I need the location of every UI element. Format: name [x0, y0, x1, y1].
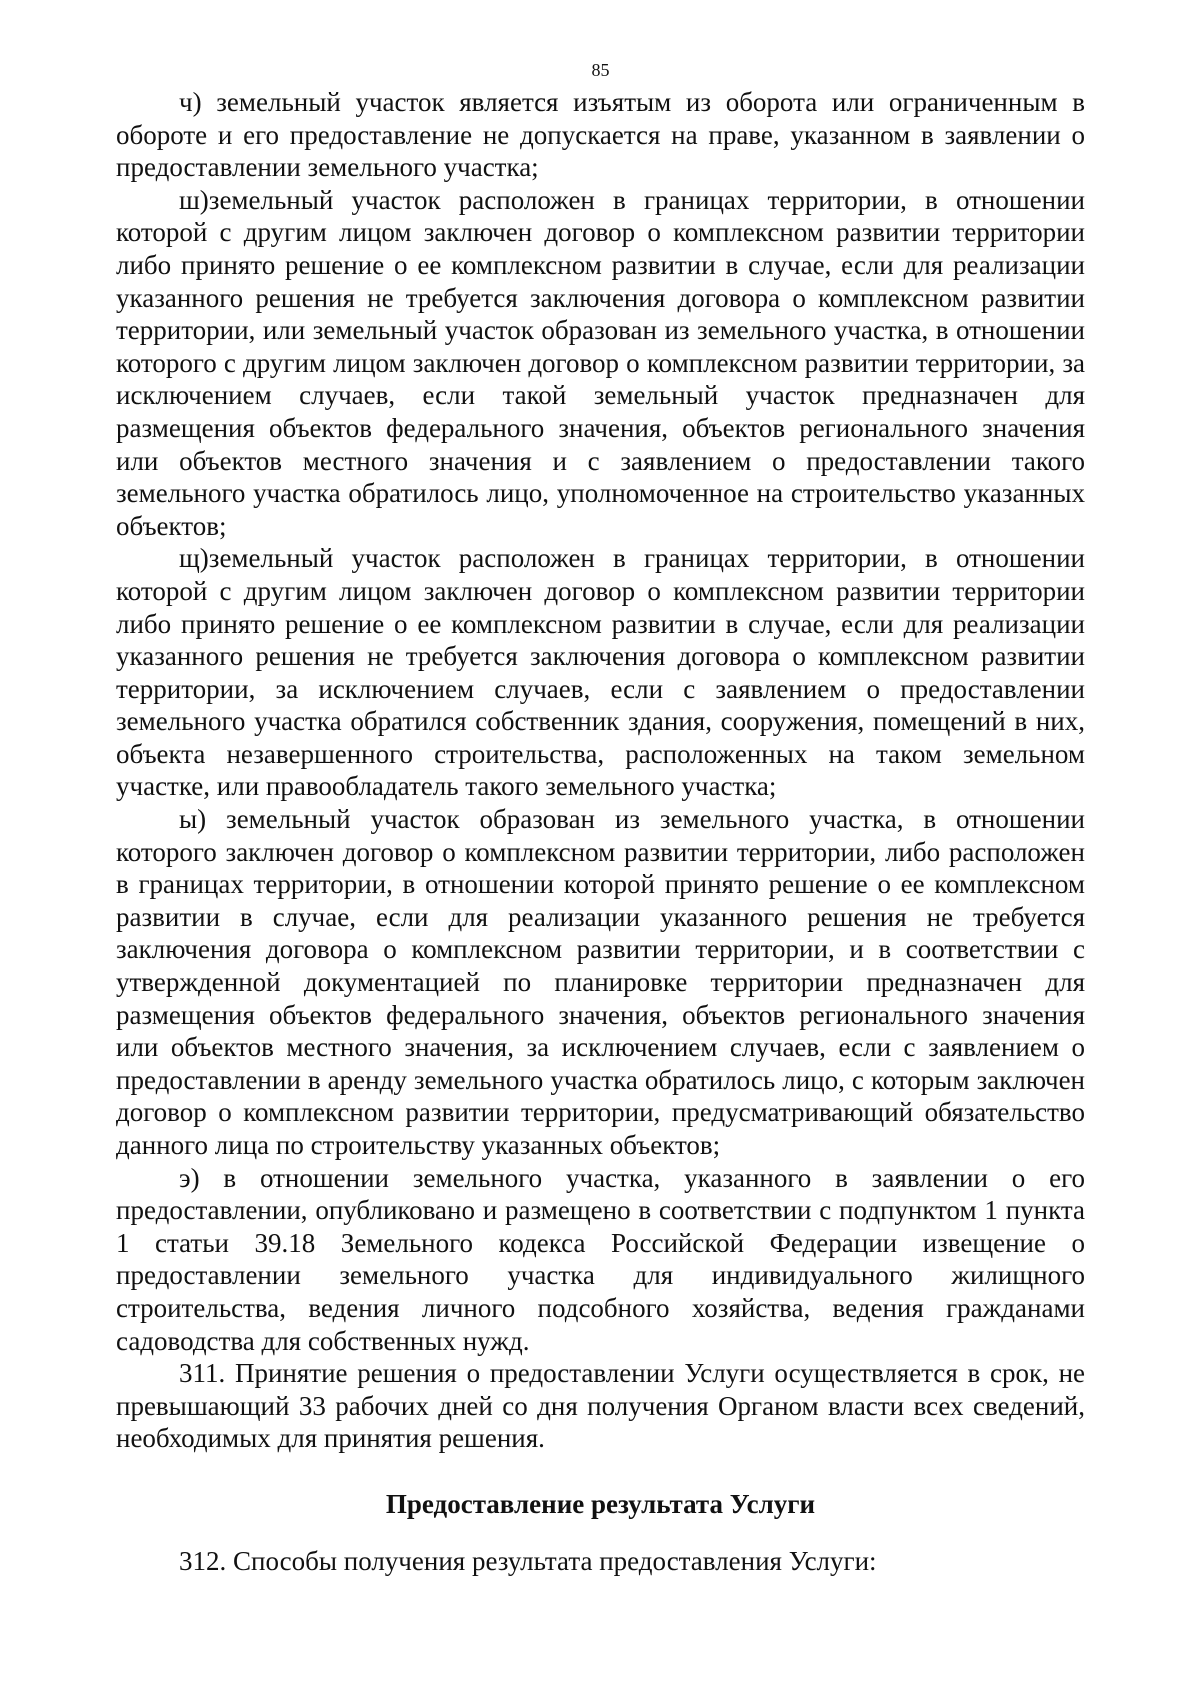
paragraph-item-shch: щ)земельный участок расположен в границах территории, в отношении которой с другим лицом заключен договор о комплексном развитии территории либо принято решение о ее комплексном развитии в случае, если для реализации указанного решения не требуется заключения договора о комплексном развитии территории, за исключением случаев, если с заявлением о предоставлении земельного участка обратился собственник здания, сооружения, помещений в них, объекта незавершенного строительства, расположенных на таком земельном участке, или правообладатель такого земельного участка; — [116, 543, 1085, 802]
page-number: 85 — [591, 60, 610, 80]
paragraph-item-y: ы) земельный участок образован из земельного участка, в отношении которого заключен договор о комплексном развитии территории, либо расположен в границах территории, в отношении которой принято решение о ее комплексном развитии в случае, если для реализации указанного решения не требуется заключения договора о комплексном развитии территории, и в соответствии с утвержденной документацией по планировке территории предназначен для размещения объектов федерального значения, объектов регионального значения или объектов местного значения, за исключением случаев, если с заявлением о предоставлении в аренду земельного участка обратилось лицо, с которым заключен договор о комплексном развитии территории, предусматривающий обязательство данного лица по строительству указанных объектов; — [116, 804, 1085, 1160]
paragraph-312: 312. Способы получения результата предоставления Услуги: — [179, 1545, 877, 1576]
paragraph-item-e: э) в отношении земельного участка, указанного в заявлении о его предоставлении, опубликовано и размещено в соответствии с подпунктом 1 пункта 1 статьи 39.18 Земельного кодекса Российской Федерации извещение о предоставлении земельного участка для индивидуального жилищного строительства, ведения личного подсобного хозяйства, ведения гражданами садоводства для собственных нужд. — [116, 1162, 1085, 1356]
paragraph-item-ch: ч) земельный участок является изъятым из оборота или ограниченным в обороте и его предоставление не допускается на праве, указанном в заявлении о предоставлении земельного участка; — [116, 87, 1085, 183]
paragraph-311: 311. Принятие решения о предоставлении Услуги осуществляется в срок, не превышающий 33 рабочих дней со дня получения Органом власти всех сведений, необходимых для принятия решения. — [116, 1358, 1085, 1454]
paragraph-item-sh: ш)земельный участок расположен в границах территории, в отношении которой с другим лицом заключен договор о комплексном развитии территории либо принято решение о ее комплексном развитии в случае, если для реализации указанного решения не требуется заключения договора о комплексном развитии территории, или земельный участок образован из земельного участка, в отношении которого с другим лицом заключен договор о комплексном развитии территории, за исключением случаев, если такой земельный участок предназначен для размещения объектов федерального значения, объектов регионального значения или объектов местного значения и с заявлением о предоставлении такого земельного участка обратилось лицо, уполномоченное на строительство указанных объектов; — [116, 184, 1085, 541]
section-heading: Предоставление результата Услуги — [385, 1488, 816, 1519]
document-page — [116, 58, 1085, 1578]
